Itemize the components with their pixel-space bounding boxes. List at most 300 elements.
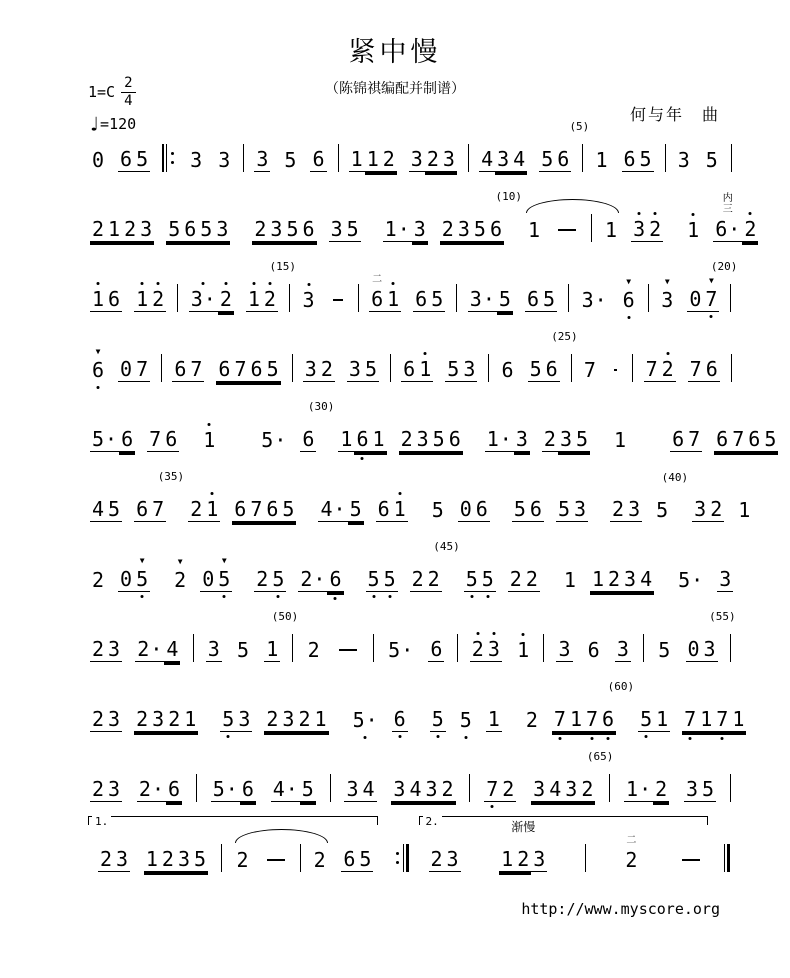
note	[118, 567, 134, 592]
measure-group	[118, 556, 150, 592]
measure-group	[485, 427, 530, 452]
note	[216, 357, 232, 382]
measure-group	[682, 707, 746, 732]
note	[586, 638, 602, 662]
note-digit: 2	[256, 567, 269, 591]
note-digit: 5	[557, 497, 570, 521]
note	[392, 497, 408, 522]
measure-number: (30)	[307, 400, 335, 413]
note	[90, 497, 106, 522]
note	[182, 707, 198, 732]
note	[166, 777, 182, 802]
barline	[648, 284, 649, 312]
note-digit: 1	[563, 568, 576, 592]
note-digit: 3	[416, 427, 429, 451]
barline	[292, 634, 293, 662]
note	[425, 147, 441, 172]
note-digit: 2	[400, 427, 413, 451]
note	[235, 638, 251, 662]
note-digit: 2	[92, 217, 105, 241]
measure-group	[624, 777, 669, 802]
note-digit: 1	[393, 497, 406, 521]
note-digit: 6	[501, 358, 514, 382]
note	[90, 637, 106, 662]
measure-group	[118, 147, 150, 172]
octave-dot-low	[372, 595, 375, 598]
note-annotations	[424, 352, 427, 355]
measure-group	[654, 471, 689, 522]
note	[428, 637, 444, 662]
note	[558, 427, 574, 452]
barline	[457, 634, 458, 662]
note	[686, 637, 702, 662]
volta-ending	[423, 815, 711, 872]
note	[392, 707, 408, 732]
octave-dot-low	[491, 805, 494, 808]
note	[270, 567, 286, 592]
measure-group	[386, 638, 415, 662]
note-digit: 5	[639, 147, 652, 171]
measure-group	[500, 358, 516, 382]
note	[485, 427, 514, 452]
measure-group	[429, 847, 461, 872]
time-numerator: 2	[121, 76, 135, 93]
measure-group	[409, 147, 457, 172]
note	[659, 277, 675, 312]
note	[214, 217, 230, 242]
octave-dot-low	[464, 736, 467, 739]
note-annotations	[202, 282, 205, 285]
note-digit: 1	[108, 217, 121, 241]
note	[376, 497, 392, 522]
note-digit: 5	[272, 567, 285, 591]
measure-group	[144, 847, 208, 872]
note	[410, 567, 426, 592]
note-annotations	[665, 278, 670, 286]
note-digit: 5	[286, 217, 299, 241]
note-digit: 7	[149, 427, 162, 451]
note	[590, 567, 606, 592]
volta-bracket	[419, 816, 709, 825]
note	[240, 777, 256, 802]
note	[118, 357, 134, 382]
repeat-end-sign	[394, 844, 409, 872]
note-annotations	[178, 558, 183, 566]
string-annotation: 二	[372, 274, 383, 285]
note-digit: 3	[177, 847, 190, 871]
note-digit: 3	[497, 147, 510, 171]
note-digit: 1	[614, 428, 627, 452]
note-digit: 6	[705, 357, 718, 381]
note	[531, 847, 547, 872]
octave-dot-high	[268, 282, 271, 285]
composer-credit: 何与年 曲	[629, 105, 720, 124]
measure-group	[508, 567, 540, 592]
octave-dot-high	[97, 282, 100, 285]
note-digit: 3	[348, 357, 361, 381]
note	[552, 707, 568, 732]
note-digit: 5	[92, 427, 105, 451]
note-digit: 3	[346, 777, 359, 801]
measure-group	[590, 567, 654, 592]
measure-number: (20)	[710, 260, 738, 273]
note-digit: 3	[393, 777, 406, 801]
measure-group	[512, 497, 544, 522]
note	[385, 287, 401, 312]
note-digit: 5	[261, 428, 274, 452]
note	[264, 637, 280, 662]
note-annotations	[666, 352, 669, 355]
measure-group	[612, 428, 628, 452]
note	[134, 707, 150, 732]
note	[539, 147, 555, 172]
note	[486, 707, 502, 732]
barline	[643, 634, 644, 662]
measure-number: (40)	[661, 471, 689, 484]
note	[730, 707, 746, 732]
note-digit: 6	[672, 427, 685, 451]
note	[344, 777, 360, 802]
string-annotation: 内	[722, 193, 733, 204]
note-digit: 6	[343, 847, 356, 871]
measure-group	[172, 557, 188, 592]
note-digit: 4	[409, 777, 422, 801]
barline-thick	[162, 144, 164, 172]
measure-group	[90, 637, 122, 662]
note-digit: 1	[387, 287, 400, 311]
barline	[193, 634, 194, 662]
octave-dot-low	[689, 737, 692, 740]
note	[366, 567, 382, 592]
measure-group	[383, 217, 428, 242]
note-digit: 2	[263, 287, 276, 311]
note-digit: 5	[656, 498, 669, 522]
note-digit: 2	[190, 497, 203, 521]
note-digit: 3	[559, 427, 572, 451]
note-digit: 5	[431, 498, 444, 522]
note-digit: 6	[234, 497, 247, 521]
note-digit: 2	[320, 357, 333, 381]
barline	[196, 774, 197, 802]
note	[218, 287, 234, 312]
note	[319, 357, 335, 382]
measure-group	[428, 637, 444, 662]
barline	[289, 284, 290, 312]
augmentation-dot: ·	[365, 708, 378, 732]
note-digit: 1	[314, 707, 327, 731]
note-digit: 5	[678, 568, 691, 592]
note	[135, 637, 164, 662]
note-digit: 5	[266, 357, 279, 381]
note	[515, 847, 531, 872]
note-digit: 5	[529, 357, 542, 381]
note-annotations	[476, 632, 479, 635]
note	[424, 777, 440, 802]
note	[622, 147, 638, 172]
octave-dot-high	[654, 212, 657, 215]
measure-group	[264, 707, 328, 732]
note	[687, 287, 703, 312]
note-digit: 5	[346, 217, 359, 241]
note	[363, 357, 379, 382]
note	[654, 498, 670, 522]
note-digit: 4	[549, 777, 562, 801]
octave-dot-high	[522, 633, 525, 636]
augmentation-dot: ·	[274, 428, 287, 452]
note	[349, 147, 365, 172]
note	[144, 847, 160, 872]
note	[746, 427, 762, 452]
note-annotations	[140, 557, 145, 565]
measure-group	[351, 708, 380, 732]
note	[412, 217, 428, 242]
measure-group	[430, 498, 446, 522]
octave-dot-high	[692, 213, 695, 216]
measure-group	[556, 497, 588, 522]
note	[574, 427, 590, 452]
note-digit: 3	[216, 217, 229, 241]
note	[524, 567, 540, 592]
note	[515, 638, 531, 662]
barline	[456, 284, 457, 312]
octave-dot-low	[227, 735, 230, 738]
note	[500, 358, 516, 382]
measure-group	[282, 148, 298, 172]
measure-group	[464, 567, 496, 592]
note-digit: 1	[340, 427, 353, 451]
note	[235, 848, 251, 872]
note	[160, 847, 176, 872]
augmentation-dot: ·	[150, 637, 163, 661]
accent-icon: ▼	[139, 556, 145, 565]
note-digit: 5	[359, 847, 372, 871]
score-line	[84, 750, 736, 802]
note-digit: 1	[700, 707, 713, 731]
measure-group	[134, 470, 185, 522]
note-digit: 6	[587, 638, 600, 662]
note	[147, 427, 163, 452]
note	[119, 427, 135, 452]
note	[644, 357, 660, 382]
octave-dot-low	[607, 737, 610, 740]
song-title: 紧中慢	[348, 37, 442, 68]
note-digit: 2	[661, 357, 674, 381]
note-digit: 6	[302, 217, 315, 241]
barline	[373, 634, 374, 662]
note	[118, 147, 134, 172]
note-digit: 5	[222, 707, 235, 731]
note-digit: 7	[190, 357, 203, 381]
note-digit: 2	[92, 568, 105, 592]
measure-group	[410, 540, 460, 592]
measure-group	[580, 288, 609, 312]
note	[381, 147, 397, 172]
octave-dot-low	[364, 736, 367, 739]
measure-group	[684, 777, 716, 802]
note	[474, 497, 490, 522]
note-digit: 0	[120, 567, 133, 591]
barline	[543, 634, 544, 662]
score-line	[84, 680, 745, 732]
note	[182, 217, 198, 242]
note	[429, 847, 445, 872]
octave-dot-high	[398, 492, 401, 495]
measure-number: (45)	[433, 540, 460, 553]
note	[341, 847, 357, 872]
note-digit: 3	[633, 217, 646, 241]
barline	[730, 284, 731, 312]
barline	[730, 774, 731, 802]
note-digit: 2	[300, 567, 313, 591]
note	[514, 427, 530, 452]
note	[284, 217, 300, 242]
measure-group	[271, 777, 316, 802]
note-digit: 6	[241, 777, 254, 801]
note-digit: 6	[430, 637, 443, 661]
octave-dot-high	[638, 212, 641, 215]
note-digit: 3	[108, 707, 121, 731]
note	[556, 497, 572, 522]
note	[106, 497, 122, 522]
note	[610, 497, 626, 522]
note	[685, 218, 701, 242]
note	[164, 637, 180, 662]
note-digit: 7	[645, 357, 658, 381]
note-digit: 6	[602, 707, 615, 731]
note	[134, 357, 150, 382]
note-annotations	[208, 423, 211, 426]
measure-group	[376, 497, 408, 522]
note-digit: 5	[352, 708, 365, 732]
octave-dot-high	[492, 632, 495, 635]
note-digit: 3	[703, 637, 716, 661]
note-digit: 6	[312, 147, 325, 171]
note-digit: 7	[688, 427, 701, 451]
measure-group	[401, 357, 433, 382]
note	[232, 357, 248, 382]
note	[188, 148, 204, 172]
note	[163, 427, 179, 452]
note	[150, 707, 166, 732]
note-digit: 7	[250, 497, 263, 521]
note	[300, 777, 316, 802]
note-digit: 1	[595, 148, 608, 172]
augmentation-dot: ·	[639, 777, 652, 801]
measure-group	[479, 147, 527, 172]
note	[198, 217, 214, 242]
octave-dot-high	[476, 632, 479, 635]
note-digit: 6	[393, 707, 406, 731]
tempo-annotation: 渐慢	[511, 820, 536, 834]
note-digit: 2	[441, 217, 454, 241]
measure-group	[539, 120, 590, 172]
note	[762, 427, 778, 452]
note-digit: 3	[677, 148, 690, 172]
measure-group	[615, 637, 631, 662]
measure-group	[235, 848, 251, 872]
note	[106, 777, 122, 802]
note	[312, 848, 328, 872]
string-annotation: 二	[626, 835, 637, 846]
note	[653, 777, 669, 802]
note	[106, 637, 122, 662]
note	[626, 497, 642, 522]
note	[254, 147, 270, 172]
note	[298, 567, 327, 592]
note-digit: 2	[152, 287, 165, 311]
note-digit: 2	[744, 217, 757, 241]
note	[90, 568, 106, 592]
note-digit: 5	[498, 287, 511, 311]
dash-note	[267, 859, 285, 861]
note-digit: 5	[218, 567, 231, 591]
time-signature	[121, 76, 135, 108]
note-digit: 1	[517, 638, 530, 662]
note	[430, 707, 446, 732]
note-annotations	[157, 282, 160, 285]
note-annotations	[222, 557, 227, 565]
barline	[358, 284, 359, 312]
note-digit: 5	[364, 357, 377, 381]
volta-bracket	[88, 816, 378, 825]
measure-group	[200, 556, 232, 592]
note-digit: 3	[533, 847, 546, 871]
measure-group	[216, 357, 280, 382]
note-digit: 6	[377, 497, 390, 521]
note	[265, 357, 281, 382]
octave-dot-low	[558, 737, 561, 740]
note-digit: 3	[207, 637, 220, 661]
augmentation-dot: ·	[313, 567, 326, 591]
note	[464, 567, 480, 592]
note-digit: 6	[716, 427, 729, 451]
barline-thin	[403, 844, 404, 872]
note-digit: 5	[388, 638, 401, 662]
note-digit: 1	[605, 218, 618, 242]
measure-group	[90, 217, 154, 242]
note-digit: 6	[92, 358, 105, 382]
note	[702, 637, 718, 662]
note-digit: 6	[623, 147, 636, 171]
note-digit: 5	[575, 427, 589, 451]
barline	[730, 634, 731, 662]
note	[236, 707, 252, 732]
measure-group	[206, 637, 222, 662]
note-digit: 0	[687, 637, 700, 661]
dash-note	[614, 369, 617, 371]
note-annotations	[692, 213, 695, 216]
note	[480, 567, 496, 592]
note-digit: 2	[427, 567, 440, 591]
note	[415, 427, 431, 452]
note	[531, 777, 547, 802]
note	[106, 287, 122, 312]
measure-group	[312, 848, 328, 872]
measure-group	[593, 148, 609, 172]
measure-group	[670, 427, 702, 452]
measure-group	[524, 708, 540, 732]
measure-number: (10)	[495, 190, 522, 203]
note-digit: 3	[446, 847, 459, 871]
note	[391, 777, 407, 802]
note-digit: 2	[411, 567, 424, 591]
augmentation-dot: ·	[397, 217, 410, 241]
barline-thick	[406, 844, 409, 872]
note-digit: 3	[270, 217, 283, 241]
note-digit: 6	[748, 427, 761, 451]
note	[206, 637, 222, 662]
note	[313, 707, 329, 732]
